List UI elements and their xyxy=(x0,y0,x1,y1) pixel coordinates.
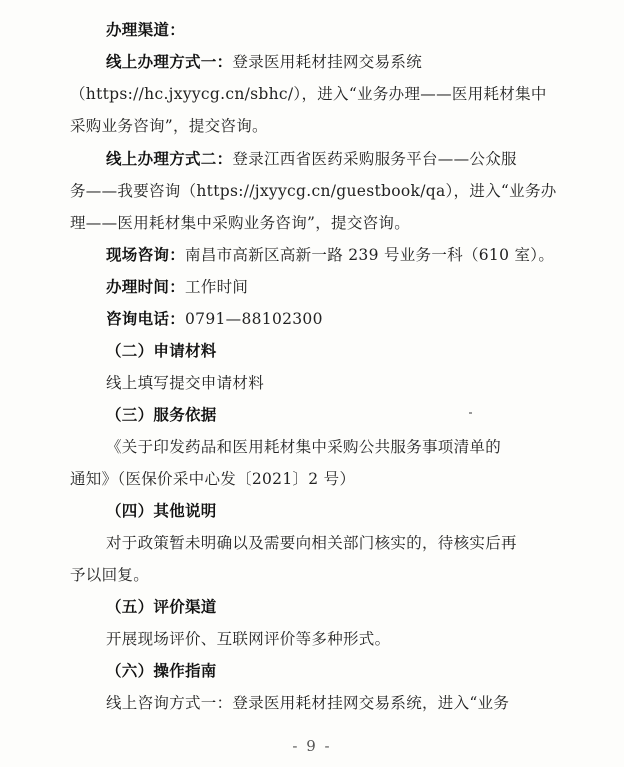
section-3-heading: （三）服务依据 xyxy=(106,405,217,424)
office-hours xyxy=(106,277,248,297)
page-number: - 9 - xyxy=(292,737,332,755)
online-method-1 xyxy=(106,52,422,72)
hours-text: 工作时间 xyxy=(185,278,249,296)
section-4-line1: 对于政策暂未明确以及需要向相关部门核实的，待核实后再 xyxy=(106,534,517,552)
section-5-heading: （五）评价渠道 xyxy=(106,597,217,616)
phone-text: 0791—88102300 xyxy=(185,310,323,328)
phone-label: 咨询电话： xyxy=(106,309,186,328)
online-method-1-line3: 采购业务咨询”，提交咨询。 xyxy=(70,117,268,135)
section-3-line2: 通知》（医保价采中心发〔2021〕2 号） xyxy=(70,470,356,488)
onsite-text: 南昌市高新区高新一路 239 号业务一科（610 室）。 xyxy=(185,246,555,264)
onsite-consult xyxy=(106,245,554,265)
online-method-2-label: 线上办理方式二： xyxy=(106,149,233,168)
scan-speck xyxy=(469,412,472,414)
section-4-line2: 予以回复。 xyxy=(70,566,150,584)
online-method-2-line3: 理——医用耗材集中采购业务咨询”，提交咨询。 xyxy=(70,214,411,232)
section-4-heading: （四）其他说明 xyxy=(106,501,217,520)
channel-heading: 办理渠道： xyxy=(106,20,186,39)
online-method-2-text: 登录江西省医药采购服务平台——公众服 xyxy=(232,150,517,168)
section-3-line1: 《关于印发药品和医用耗材集中采购公共服务事项清单的 xyxy=(106,438,502,456)
hours-label: 办理时间： xyxy=(106,277,186,296)
section-6-line1: 线上咨询方式一：登录医用耗材挂网交易系统，进入“业务 xyxy=(106,694,510,712)
section-2-text: 线上填写提交申请材料 xyxy=(106,374,265,392)
online-method-1-text: 登录医用耗材挂网交易系统 xyxy=(232,53,423,71)
consult-phone xyxy=(106,309,323,329)
online-method-2-line2: 务——我要咨询（https://jxyycg.cn/guestbook/qa），进入“业务办 xyxy=(70,182,557,200)
onsite-label: 现场咨询： xyxy=(106,245,186,264)
online-method-2 xyxy=(106,149,517,169)
online-method-1-label: 线上办理方式一： xyxy=(106,52,233,71)
online-method-1-line2: （https://hc.jxyycg.cn/sbhc/），进入“业务办理——医用耗材集中 xyxy=(70,85,547,103)
section-5-text: 开展现场评价、互联网评价等多种形式。 xyxy=(106,630,391,648)
section-2-heading: （二）申请材料 xyxy=(106,341,217,360)
section-6-heading: （六）操作指南 xyxy=(106,661,217,680)
